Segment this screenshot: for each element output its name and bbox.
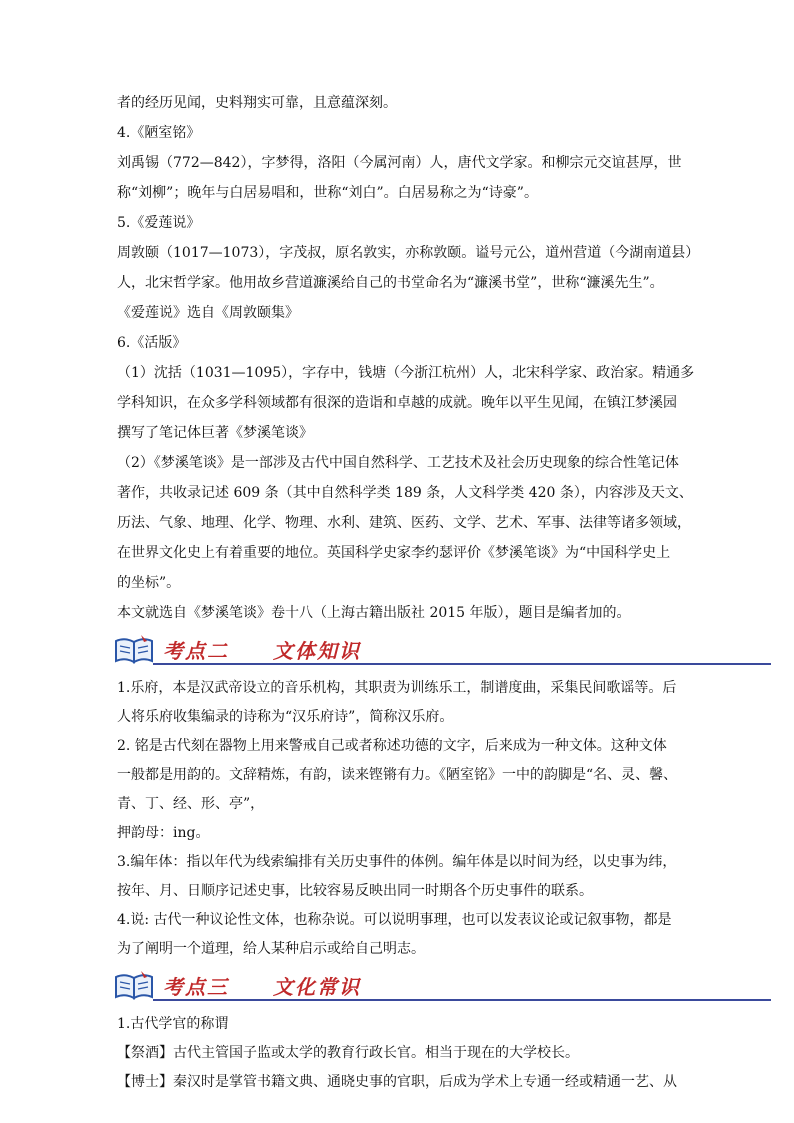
text-line: 2. 铭是古代刻在器物上用来警戒自己或者称述功德的文字，后来成为一种文体。这种文体 (117, 738, 667, 754)
text-line: 学科知识，在众多学科领域都有很深的造诣和卓越的成就。晚年以平生见闻，在镇江梦溪园 (117, 395, 677, 411)
section-heading-culture (113, 968, 677, 1004)
heading-rule (153, 999, 771, 1001)
text-line: 按年、月、日顺序记述史事，比较容易反映出同一时期各个历史事件的联系。 (117, 883, 593, 899)
text-line: 6.《活版》 (117, 335, 187, 351)
text-line: 在世界文化史上有着重要的地位。英国科学史家李约瑟评价《梦溪笔谈》为“中国科学史上 (117, 545, 671, 561)
text-line: 4.说: 古代一种议论性文体，也称杂说。可以说明事理，也可以发表议论或记叙事物，都是 (117, 912, 672, 928)
text-line: 1.乐府，本是汉武帝设立的音乐机构，其职责为训练乐工，制谱度曲，采集民间歌谣等。后 (117, 680, 677, 696)
text-line: 周敦颐（1017—1073），字茂叔，原名敦实，亦称敦颐。谥号元公，道州营道（今湖南道县） (117, 245, 700, 261)
text-line: 押韵母：ing。 (117, 825, 210, 841)
text-line: 【博士】秦汉时是掌管书籍文典、通晓史事的官职，后成为学术上专通一经或精通一艺、从 (117, 1074, 677, 1090)
text-line: 一般都是用韵的。文辞精炼，有韵，读来铿锵有力。《陋室铭》一中的韵脚是“名、灵、馨、 (117, 767, 678, 783)
text-line: 撰写了笔记体巨著《梦溪笔谈》 (117, 425, 313, 441)
text-line: 【祭酒】古代主管国子监或太学的教育行政长官。相当于现在的大学校长。 (117, 1045, 579, 1061)
text-line: 著作，共收录记述 609 条（其中自然科学类 189 条，人文科学类 420 条），内容涉及天文、 (117, 485, 693, 501)
text-line: 为了阐明一个道理，给人某种启示或给自己明志。 (117, 941, 425, 957)
section-authors (117, 88, 700, 628)
document-body (117, 88, 700, 1097)
text-line: 5.《爱莲说》 (117, 215, 201, 231)
open-book-icon (113, 632, 157, 666)
heading-rule (153, 663, 771, 665)
text-line: 本文就选自《梦溪笔谈》卷十八（上海古籍出版社 2015 年版），题目是编者加的。 (117, 605, 631, 621)
text-line: 4.《陋室铭》 (117, 125, 201, 141)
text-line: 3.编年体：指以年代为线索编排有关历史事件的体例。编年体是以时间为经，以史事为纬， (117, 854, 677, 870)
text-line: 《爱莲说》选自《周敦颐集》 (117, 305, 299, 321)
heading-title: 文化常识 (273, 975, 361, 999)
text-line: 历法、气象、地理、化学、物理、水利、建筑、医药、文学、艺术、军事、法律等诸多领域， (117, 515, 691, 531)
text-line: 人将乐府收集编录的诗称为“汉乐府诗”，简称汉乐府。 (117, 709, 454, 725)
heading-title: 文体知识 (273, 639, 361, 663)
text-line: （2）《梦溪笔谈》是一部涉及古代中国自然科学、工艺技术及社会历史现象的综合性笔记体 (117, 455, 679, 471)
text-line: 者的经历见闻，史料翔实可靠，且意蕴深刻。 (117, 95, 397, 111)
section-heading-genre (113, 632, 677, 668)
text-line: 的坐标”。 (117, 575, 181, 591)
text-line: （1）沈括（1031—1095），字存中，钱塘（今浙江杭州）人，北宋科学家、政治家。精通多 (117, 365, 695, 381)
text-line: 人，北宋哲学家。他用故乡营道濂溪给自己的书堂命名为“濂溪书堂”，世称“濂溪先生”。 (117, 275, 664, 291)
text-line: 1.古代学官的称谓 (117, 1016, 229, 1032)
text-line: 称“刘柳”；晚年与白居易唱和，世称“刘白”。白居易称之为“诗豪”。 (117, 185, 538, 201)
heading-number: 考点三 (163, 975, 229, 999)
section-genre (117, 674, 677, 964)
heading-number: 考点二 (163, 639, 229, 663)
open-book-icon (113, 968, 157, 1002)
text-line: 刘禹锡（772—842），字梦得，洛阳（今属河南）人，唐代文学家。和柳宗元交谊甚厚，世 (117, 155, 682, 171)
text-line: 青、丁、经、形、亭”， (117, 796, 265, 812)
section-culture (117, 1010, 677, 1097)
